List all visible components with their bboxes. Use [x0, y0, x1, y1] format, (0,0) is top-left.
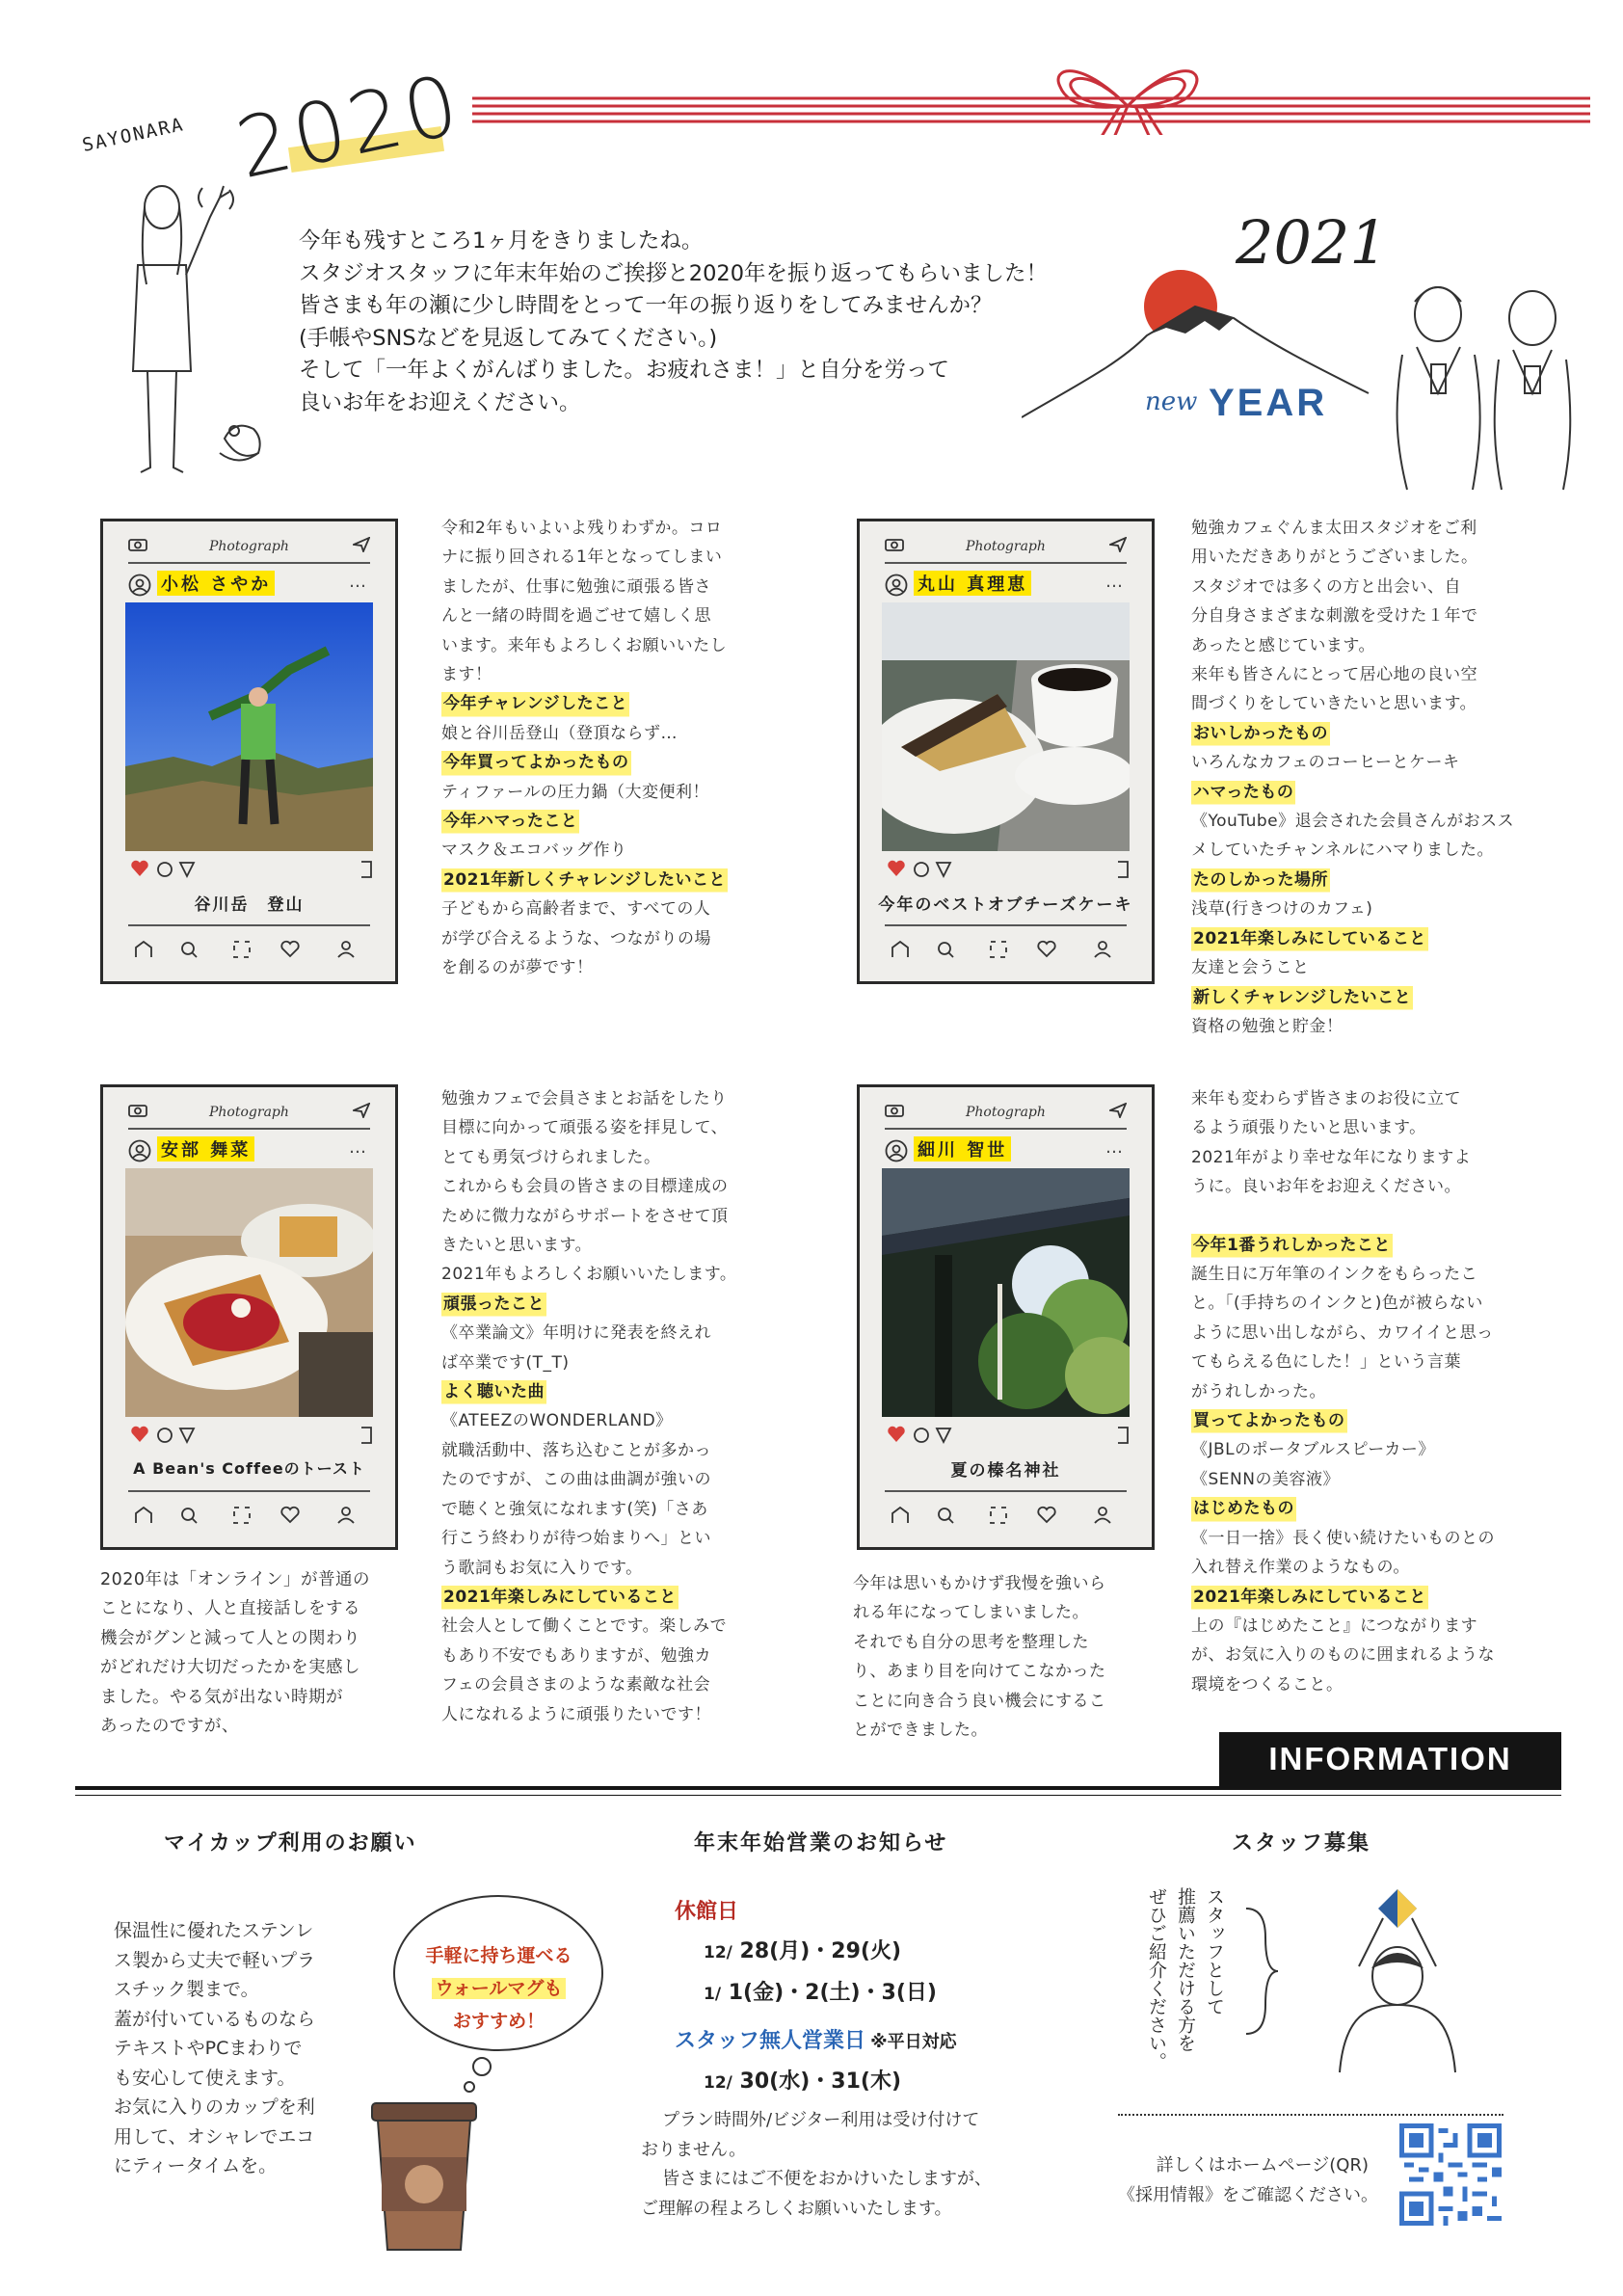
closed-dates: 1(金)・2(土)・3(日): [728, 1981, 937, 2005]
recruit-footer-line: 《採用情報》をご確認ください。: [1118, 2184, 1378, 2205]
mycup-line: お気に入りのカップを利: [114, 2096, 315, 2118]
user-icon: [885, 574, 908, 597]
column-hosokawa-side: [853, 1569, 1106, 1745]
text-line: 分自身さまざまな刺激を受けた１年で: [1191, 606, 1478, 627]
more-icon: …: [1105, 1137, 1123, 1158]
text-line: ます！: [441, 665, 492, 685]
home-icon: [892, 1508, 908, 1523]
bookmark-icon: [1118, 862, 1128, 877]
text-line: で聴くと強気になれます(笑)「さあ: [441, 1499, 708, 1519]
text-line: うに。良いお年をお迎えください。: [1191, 1177, 1461, 1197]
photo-mountain-hike: [125, 602, 373, 851]
camera-icon: [885, 1104, 904, 1117]
more-icon: …: [349, 572, 366, 592]
mycup-text: [114, 1916, 315, 2181]
topic-heading: [1191, 1494, 1495, 1523]
text-line: これからも会員の皆さまの目標達成の: [441, 1177, 729, 1197]
photo-card-maruyama: [857, 519, 1155, 984]
card-divider: [128, 562, 370, 564]
bookmark-icon: [361, 862, 371, 877]
text-line: あったと感じています。: [1191, 635, 1375, 655]
text-line: 令和2年もいよいよ残りわずか。コロ: [441, 519, 723, 538]
unmanned-note: ※平日対応: [870, 2032, 957, 2052]
holiday-note-line: プラン時間外/ビジター利用は受け付けて: [662, 2110, 980, 2130]
recruit-footer-line: 詳しくはホームページ(QR): [1156, 2155, 1369, 2176]
text-line: 間づくりをしていきたいと思います。: [1191, 694, 1477, 714]
column-abe-side: [100, 1565, 370, 1741]
recruit-vertical-line: ぜひご紹介ください。: [1146, 1887, 1167, 2070]
text-line: 友達と会うこと: [1191, 958, 1310, 978]
topic-heading-text: 今年1番うれしかったこと: [1191, 1231, 1393, 1260]
topic-heading-text: 新しくチャレンジしたいこと: [1191, 983, 1413, 1012]
topic-heading-text: たのしかった場所: [1191, 866, 1330, 894]
text-line: 資格の勉強と貯金！: [1191, 1016, 1344, 1036]
bookmark-icon: [361, 1428, 371, 1443]
text-line: それでも自分の思考を整理した: [853, 1632, 1089, 1652]
column-abe: [441, 1084, 736, 1729]
text-line: あったのですが、: [100, 1717, 239, 1737]
topic-heading-text: 2021年新しくチャレンジしたいこと: [441, 866, 728, 894]
card-actions: [887, 1425, 1131, 1446]
text-line: 2020年は「オンライン」が普通の: [100, 1570, 371, 1589]
column-hosokawa: [1191, 1084, 1495, 1699]
heart-outline-icon: [281, 1508, 298, 1522]
dotted-separator: [1118, 2114, 1503, 2116]
text-line: 《YouTube》退会された会員さんがおスス: [1191, 812, 1515, 832]
holiday-note-line: おりません。: [641, 2139, 747, 2160]
card-caption: A Bean's Coffeeのトースト: [133, 1459, 365, 1478]
card-divider: [128, 1490, 370, 1492]
text-line: 入れ替え作業のようなもの。: [1191, 1558, 1410, 1578]
card-divider: [128, 1128, 370, 1130]
text-line: り、あまり目を向けてこなかった: [853, 1662, 1106, 1682]
profile-icon: [1099, 942, 1106, 949]
heart-icon: [888, 861, 904, 876]
text-line: れる年になってしまいました。: [853, 1603, 1089, 1623]
topic-heading: [1191, 1583, 1495, 1612]
text-line: ティファールの圧力鍋（大変便利！: [441, 782, 709, 802]
text-line: 行こう終わりが待つ始まりへ」とい: [441, 1529, 711, 1549]
text-line: 《ATEEZのWONDERLAND》: [441, 1411, 673, 1431]
bubble-text: [395, 1939, 602, 2038]
scan-icon: [991, 942, 1006, 957]
topic-heading-text: はじめたもの: [1191, 1494, 1296, 1523]
intro-line: そして「一年よくがんばりました。お疲れさま！」と自分を労って: [299, 358, 950, 384]
comment-icon: [158, 1428, 172, 1442]
scan-icon: [234, 942, 250, 957]
text-line: とができました。: [853, 1721, 988, 1741]
topic-heading-text: 2021年楽しみにしていること: [1191, 1583, 1428, 1612]
holiday-note-line: ご理解の程よろしくお願いいたします。: [641, 2198, 952, 2219]
recruit-heading: スタッフ募集: [1232, 1831, 1371, 1855]
topic-heading: [441, 748, 728, 777]
more-icon: …: [1105, 572, 1123, 592]
topic-heading: [1191, 1231, 1495, 1260]
staff-holding-sign-illustration: [1320, 1880, 1475, 2082]
topic-heading: [1191, 866, 1514, 894]
mycup-line: も安心して使えます。: [114, 2067, 296, 2089]
card-divider: [885, 562, 1127, 564]
photo-haruna-shrine: [882, 1168, 1130, 1417]
bubble-line: [395, 1972, 602, 2005]
topic-heading: [441, 807, 728, 836]
text-line: 《卒業論文》年明けに発表を終えれ: [441, 1323, 711, 1344]
closed-days-row-1: [704, 1935, 901, 1964]
text-line: スタジオでは多くの方と出会い、自: [1191, 576, 1461, 597]
closed-days-label: 休館日: [675, 1900, 739, 1924]
text-line: 《JBLのポータブルスピーカー》: [1191, 1440, 1435, 1460]
camera-icon: [885, 538, 904, 551]
photo-toast: [125, 1168, 373, 1417]
mizuhiki-ribbon: [472, 48, 1590, 135]
text-line: 今年は思いもかけず我慢を強いら: [853, 1574, 1106, 1593]
send-icon: [1109, 537, 1127, 552]
card-caption: 夏の榛名神社: [950, 1461, 1061, 1481]
year-2021: 2021: [1236, 207, 1388, 278]
card-user-name: 小松 さやか: [157, 571, 275, 596]
text-line: てもらえる色にした！」という言葉: [1191, 1352, 1461, 1373]
comment-icon: [915, 1428, 928, 1442]
text-line: 環境をつくること。: [1191, 1674, 1344, 1695]
topic-heading-text: よく聴いた曲: [441, 1377, 546, 1406]
mycup-line: ス製から丈夫で軽いプラ: [114, 1949, 316, 1971]
topic-heading: [441, 1377, 736, 1406]
holiday-notes: [641, 2106, 992, 2224]
card-divider: [885, 1490, 1127, 1492]
photo-card-hosokawa: [857, 1084, 1155, 1550]
send-icon: [353, 537, 370, 552]
topic-heading: [1191, 778, 1514, 807]
intro-line: (手帳やSNSなどを見返してみてください。): [299, 325, 718, 351]
information-rule-thin: [75, 1795, 1561, 1796]
topic-heading-text: ハマったもの: [1191, 778, 1295, 807]
text-line: 子どもから高齢者まで、すべての人: [441, 899, 711, 920]
year-2020: 2020: [228, 56, 470, 199]
brace-illustration: [1241, 1904, 1280, 2039]
text-line: 用いただきありがとうございました。: [1191, 547, 1478, 568]
intro-line: 今年も残すところ1ヶ月をきりましたね。: [299, 228, 704, 254]
card-divider: [885, 924, 1127, 926]
new-script: new: [1145, 387, 1198, 416]
intro-line: 良いお年をお迎えください。: [299, 389, 581, 415]
user-icon: [885, 1139, 908, 1162]
share-icon: [180, 863, 194, 876]
text-line: がどれだけ大切だったかを実感し: [100, 1658, 360, 1678]
unmanned-days-row: [704, 2065, 901, 2095]
year-label: YEAR: [1209, 382, 1328, 424]
text-line: きたいと思います。: [441, 1236, 593, 1256]
profile-icon: [342, 1508, 350, 1515]
heart-outline-icon: [1038, 942, 1054, 956]
text-line: フェの会員さまのような素敵な社会: [441, 1675, 711, 1695]
photo-card-komatsu: [100, 519, 398, 984]
text-line: 人になれるように頑張りたいです！: [441, 1704, 711, 1724]
profile-icon: [342, 942, 350, 949]
comment-icon: [158, 863, 172, 876]
text-line: 来年も皆さんにとって居心地の良い空: [1191, 665, 1478, 685]
text-line: 勉強カフェで会員さまとお話をしたり: [441, 1089, 728, 1108]
card-nav: [887, 938, 1131, 961]
text-line: 目標に向かって頑張る姿を拝見して、: [441, 1118, 729, 1138]
text-line: が、お気に入りのものに囲まれるような: [1191, 1645, 1495, 1666]
coffee-cup-illustration: [366, 2099, 482, 2254]
photo-cheesecake: [882, 602, 1130, 851]
card-actions: [887, 859, 1131, 880]
card-user-name: 細川 智世: [914, 1136, 1011, 1161]
heart-icon: [131, 861, 147, 876]
qr-code: [1399, 2123, 1502, 2226]
text-line: がうれしかった。: [1191, 1381, 1326, 1402]
text-line: ば卒業です(T_T): [441, 1352, 570, 1373]
share-icon: [937, 863, 950, 876]
text-line: 誕生日に万年筆のインクをもらったこ: [1191, 1265, 1478, 1285]
text-line: ナに振り回される1年となってしまい: [441, 547, 723, 568]
heart-outline-icon: [281, 942, 298, 956]
topic-heading-text: 頑張ったこと: [441, 1290, 546, 1319]
topic-heading: [1191, 924, 1514, 953]
recruit-vertical-text: [1142, 1887, 1229, 2099]
card-user-name: 安部 舞菜: [157, 1136, 254, 1161]
card-nav: [130, 1504, 374, 1527]
topic-heading: [441, 689, 728, 718]
comment-icon: [915, 863, 928, 876]
text-line: ましたが、仕事に勉強に頑張る皆さ: [441, 576, 711, 597]
text-line: 就職活動中、落ち込むことが多かっ: [441, 1440, 711, 1460]
unmanned-month: 12/: [704, 2073, 732, 2093]
closed-month: 12/: [704, 1943, 732, 1962]
information-rule-thick: [75, 1786, 1561, 1790]
scan-icon: [991, 1508, 1006, 1523]
mycup-line: 保温性に優れたステンレ: [114, 1920, 314, 1941]
text-line: う歌詞もお気に入りです。: [441, 1558, 643, 1578]
card-title: Photograph: [966, 539, 1046, 554]
text-line: 《一日一捨》長く使い続けたいものとの: [1191, 1528, 1495, 1548]
text-line: 《SENNの美容液》: [1191, 1469, 1340, 1489]
text-line: ました。やる気が出ない時期が: [100, 1687, 343, 1707]
home-icon: [136, 1508, 151, 1523]
camera-icon: [128, 538, 147, 551]
text-line: 機会がグンと減って人との関わり: [100, 1628, 360, 1648]
holiday-note-line: 皆さまにはご不便をおかけいたしますが、: [662, 2169, 992, 2189]
unmanned-dates: 30(水)・31(木): [739, 2069, 901, 2094]
home-icon: [136, 942, 151, 957]
text-line: 社会人として働くことです。楽しみで: [441, 1616, 728, 1637]
text-line: とても勇気づけられました。: [441, 1147, 661, 1167]
card-title: Photograph: [209, 1105, 289, 1120]
text-line: ために微力ながらサポートをさせて頂: [441, 1206, 729, 1226]
bubble-line: おすすめ！: [452, 2011, 545, 2032]
text-line: を創るのが夢です！: [441, 958, 594, 978]
unmanned-label: スタッフ無人営業日: [675, 2029, 866, 2053]
text-line: 2021年もよろしくお願いいたします。: [441, 1265, 737, 1285]
topic-heading: [441, 1583, 736, 1612]
heart-outline-icon: [1038, 1508, 1054, 1522]
card-actions: [130, 1425, 374, 1446]
holiday-heading: 年末年始営業のお知らせ: [694, 1831, 948, 1855]
text-line: ように思い出しながら、カワイイと思っ: [1191, 1322, 1494, 1343]
topic-heading: [1191, 983, 1514, 1012]
card-actions: [130, 859, 374, 880]
intro-message: [299, 226, 1108, 420]
text-line: るよう頑張りたいと思います。: [1191, 1118, 1426, 1138]
unmanned-row: [675, 2024, 957, 2054]
send-icon: [1109, 1103, 1127, 1118]
mycup-line: スチック製まで。: [114, 1979, 259, 2000]
card-caption: 今年のベストオブチーズケーキ: [878, 895, 1133, 915]
closed-dates: 28(月)・29(火): [739, 1939, 901, 1963]
mycup-line: テキストやPCまわりで: [114, 2038, 303, 2059]
card-title: Photograph: [209, 539, 289, 554]
photo-card-abe: [100, 1084, 398, 1550]
card-nav: [887, 1504, 1131, 1527]
mycup-line: 蓋が付いているものなら: [114, 2008, 316, 2030]
mycup-heading: マイカップ利用のお願い: [164, 1831, 417, 1855]
card-divider: [128, 924, 370, 926]
recruit-vertical-line: 推薦いただける方を: [1175, 1887, 1196, 2052]
mycup-line: 用して、オシャレでエコ: [114, 2125, 315, 2148]
topic-heading-text: 2021年楽しみにしていること: [1191, 924, 1428, 953]
text-line: 浅草(行きつけのカフェ): [1191, 899, 1373, 920]
card-caption: 谷川岳 登山: [194, 895, 305, 915]
card-title: Photograph: [966, 1105, 1046, 1120]
topic-heading-text: おいしかったもの: [1191, 719, 1330, 748]
topic-heading: [1191, 1406, 1495, 1435]
send-icon: [353, 1103, 370, 1118]
bubble-highlight: ウォールマグも: [432, 1978, 567, 1999]
fuji-sunrise-illustration: [1022, 258, 1581, 499]
heart-icon: [888, 1427, 904, 1442]
more-icon: …: [349, 1137, 366, 1158]
information-heading: INFORMATION: [1219, 1732, 1561, 1786]
mycup-line: にティータイムを。: [114, 2155, 278, 2176]
recruit-footer: [1118, 2151, 1378, 2210]
closed-month: 1/: [704, 1985, 722, 2004]
text-line: メしていたチャンネルにハマりました。: [1191, 841, 1494, 861]
bookmark-icon: [1118, 1428, 1128, 1443]
waving-person-illustration: [114, 178, 268, 487]
text-line: いろんなカフェのコーヒーとケーキ: [1191, 753, 1460, 773]
closed-days-row-2: [704, 1976, 937, 2006]
bubble-line: 手軽に持ち運べる: [425, 1945, 572, 1966]
topic-heading: [1191, 719, 1514, 748]
text-line: 2021年がより幸せな年になりますよ: [1191, 1147, 1472, 1167]
intro-line: スタジオスタッフに年末年始のご挨拶と2020年を振り返ってもらいました！: [299, 260, 1049, 286]
heart-icon: [131, 1427, 147, 1442]
topic-heading-text: 今年チャレンジしたこと: [441, 689, 629, 718]
topic-heading-text: 買ってよかったもの: [1191, 1406, 1347, 1435]
user-icon: [128, 574, 151, 597]
text-line: 娘と谷川岳登山（登頂ならず…: [441, 723, 678, 743]
text-line: が学び合えるような、つながりの場: [441, 928, 711, 948]
text-line: もあり不安でもありますが、勉強カ: [441, 1645, 711, 1666]
card-user-name: 丸山 真理恵: [914, 571, 1031, 596]
text-line: ことに向き合う良い機会にするこ: [853, 1691, 1106, 1711]
text-line: 来年も変わらず皆さまのお役に立て: [1191, 1089, 1461, 1108]
column-maruyama: [1191, 514, 1514, 1041]
card-divider: [885, 1128, 1127, 1130]
text-line: たのですが、この曲は曲調が強いの: [441, 1470, 711, 1490]
text-line: んと一緒の時間を過ごせて嬉しく思: [441, 606, 711, 627]
home-icon: [892, 942, 908, 957]
text-line: ことになり、人と直接話しをする: [100, 1599, 360, 1619]
text-line: マスク＆エコバッグ作り: [441, 841, 627, 861]
text-line: [1191, 1202, 1495, 1231]
scan-icon: [234, 1508, 250, 1523]
camera-icon: [128, 1104, 147, 1117]
profile-icon: [1099, 1508, 1106, 1515]
share-icon: [180, 1428, 194, 1442]
recruit-vertical-line: スタッフとして: [1204, 1887, 1225, 2016]
share-icon: [937, 1428, 950, 1442]
sayonara-text: SAYONARA: [80, 114, 187, 156]
topic-heading-text: 今年買ってよかったもの: [441, 748, 631, 777]
text-line: 上の『はじめたこと』につながります: [1191, 1615, 1478, 1636]
topic-heading-text: 2021年楽しみにしていること: [441, 1583, 678, 1612]
intro-line: 皆さまも年の瀬に少し時間をとって一年の振り返りをしてみませんか？: [299, 293, 993, 319]
text-line: と。「(手持ちのインクと)色が被らない: [1191, 1294, 1483, 1314]
topic-heading-text: 今年ハマったこと: [441, 807, 579, 836]
text-line: います。来年もよろしくお願いいたし: [441, 635, 728, 655]
topic-heading: [441, 1290, 736, 1319]
topic-heading: [441, 866, 728, 894]
card-nav: [130, 938, 374, 961]
user-icon: [128, 1139, 151, 1162]
column-komatsu: [441, 514, 728, 983]
text-line: 勉強カフェぐんま太田スタジオをご利: [1191, 519, 1477, 538]
